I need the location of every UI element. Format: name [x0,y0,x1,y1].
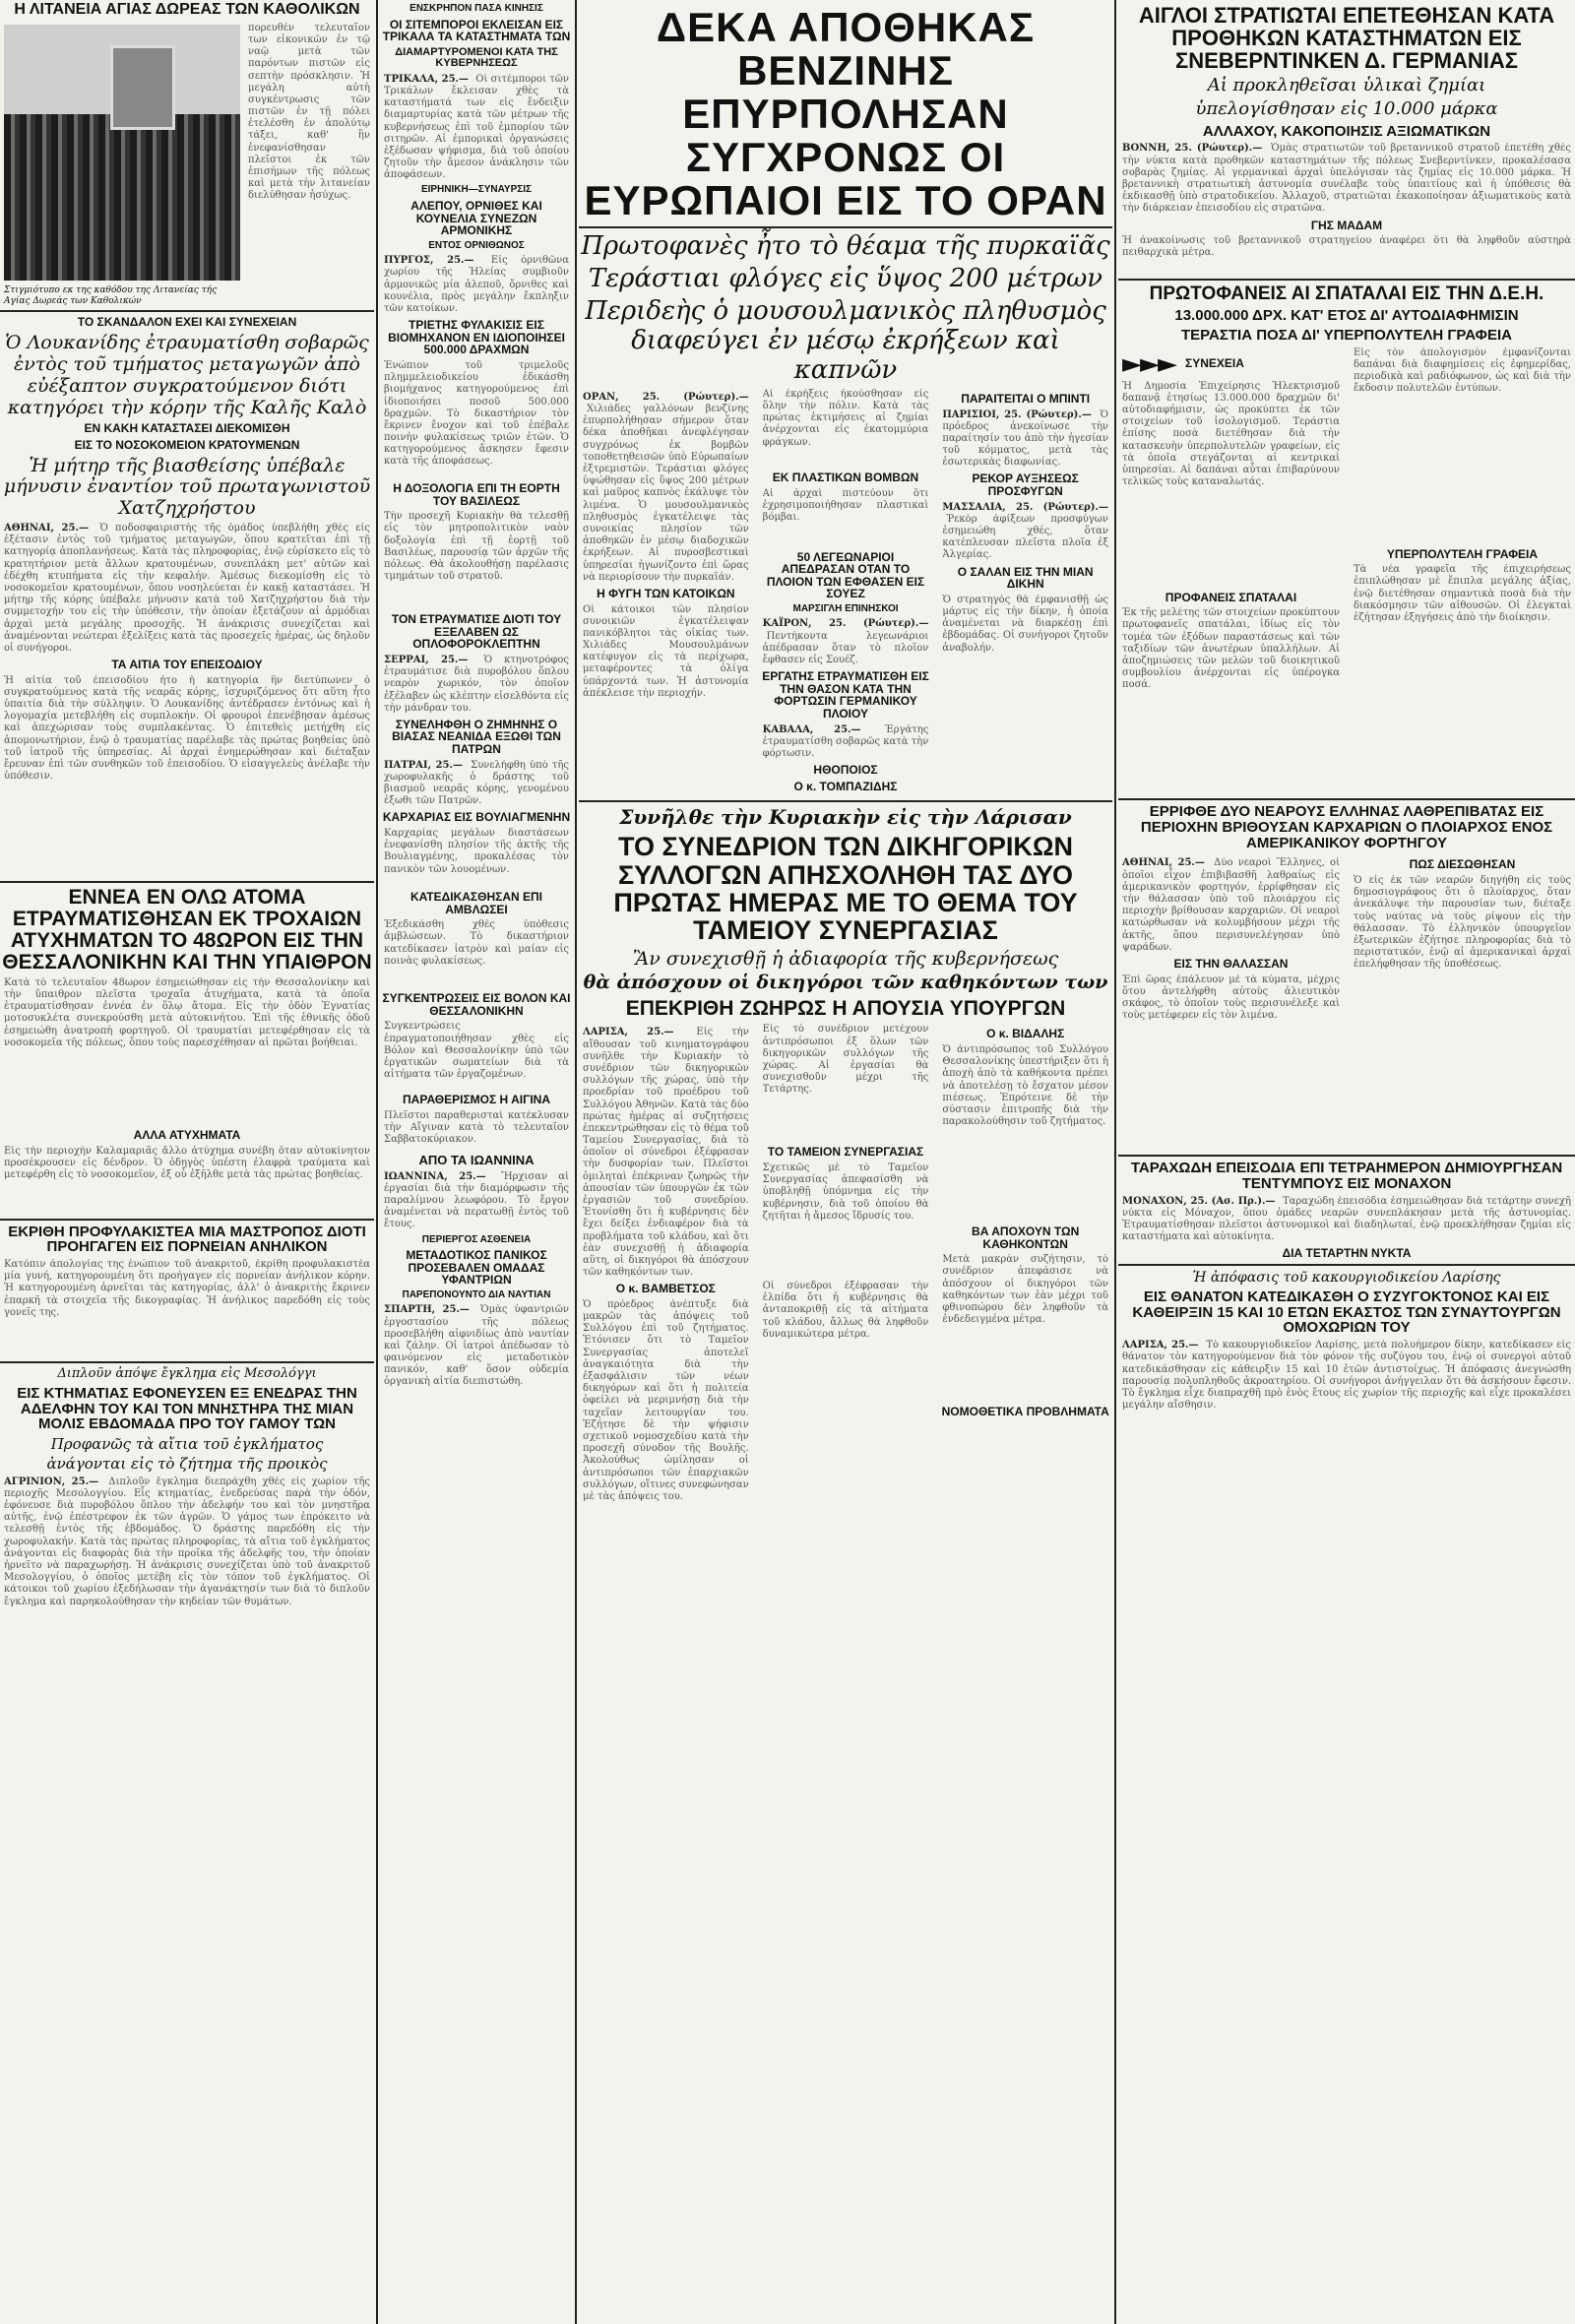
crime-kicker: Διπλοῦν ἀπόψε ἔγκλημα εἰς Μεσολόγγι [57,1366,317,1382]
main-deck-1: Πρωτοφανὲς ἦτο τὸ θέαμα τῆς πυρκαϊᾶς [581,231,1110,262]
death-label: ΗΘΟΠΟΙΟΣ [813,763,878,778]
panic-kicker: ΠΕΡΙΕΡΓΟΣ ΑΣΘΕΝΕΙΑ [421,1233,532,1245]
patras-dateline: ΠΑΤΡΑΙ, 25.— [384,759,463,771]
madam-text: Ἡ ἀνακοίνωσις τοῦ βρεταννικοῦ στρατηγείου ἀναφέρει ὅτι θὰ ληφθοῦν αὐστηρὰ πειθαρχικὰ μέτρα. [1122,235,1571,259]
ioannina-headline: ΑΠΟ ΤΑ ΙΩΑΝΝΙΝΑ [418,1152,535,1167]
fund-text: Σχετικῶς μὲ τὸ Ταμεῖον Συνεργασίας ἀπεφασίσθη νὰ ὑποβληθῇ ὑπόμνημα εἰς τὴν κυβέρνησιν, διὰ τοῦ ὁποίου θὰ ζητῆται ἡ ἄμεσος ἵδρυσίς του. [762,1162,929,1222]
arrest-text: Κατόπιν ἀπολογίας της ἐνώπιον τοῦ ἀνακριτοῦ, ἐκρίθη προφυλακιστέα μία γυνή, κατηγορουμένη ὅτι προήγαγεν εἰς πορνείαν ἀνήλικον κόρην. Ἡ κατηγορουμένη ἀρνεῖται τὰς κατηγορίας, ἀλλ' ὁ ἀνακριτὴς ἔκρινεν ἐπαρκῆ τὰ στοιχεῖα τῆς δικογραφίας. Ἡ ἀνήλικος παρεδόθη εἰς τοὺς γονεῖς της. [4,1259,370,1318]
bonn-story: ΒΟΝΝΗ, 25. (Ρώυτερ).— Ὁμὰς στρατιωτῶν τοῦ βρεταννικοῦ στρατοῦ ἐπετέθη χθὲς τὴν νύκτα κατὰ προθηκῶν καταστημάτων τῆς πόλεως Σνεβερντίνκεν, προκαλέσασα σοβαρὰς ζημίας. Αἱ γερμανικαὶ ἀρχαὶ ὑπελόγισαν τὰς ζημίας εἰς 10.000 μάρκα. Ἡ βρεταννικὴ στρατιωτικὴ ἀστυνομία συνέλαβε τοὺς ὑπαιτίους καὶ ἡ ὑπόθεσις θὰ ἐκδικασθῇ ὑπὸ στρατοδικείου. Ἀλλαχοῦ, στρατιῶται ἐκακοποίησαν ἀξιωματικοὺς κατὰ τὴν διάρκειαν ἐπεισοδίου εἰς στρατῶνα. [1122,143,1571,215]
serres-story: ΣΕΡΡΑΙ, 25.— Ὁ κτηνοτρόφος ἐτραυμάτισε διὰ πυροβόλου ὅπλου νεαρὸν χωρικόν, τὸν ὁποῖον ἐξέλαβεν ὡς κλέπτην εἰσελθόντα εἰς τὴν μάνδραν του. [384,654,569,714]
raid-headline: ΑΙΓΛΟΙ ΣΤΡΑΤΙΩΤΑΙ ΕΠΕΤΕΘΗΣΑΝ ΚΑΤΑ ΠΡΟΘΗΚΩΝ ΚΑΤΑΣΤΗΜΑΤΩΝ ΕΙΣ ΣΝΕΒΕΡΝΤΙΝΚΕΝ Δ. ΓΕΡΜΑΝΙΑΣ [1138,3,1555,74]
religious-icon [110,45,175,130]
cause-text: Ἡ αἰτία τοῦ ἐπεισοδίου ἦτο ἡ κατηγορία ἣν διετύπωνεν ὁ συγκρατούμενος κατὰ τῆς νεαρᾶς κόρης, ἰσχυριζόμενος ὅτι αὕτη ἦτο ὑπαιτία διὰ τὴν σύλληψιν. Ὁ Λουκανίδης ἀντέδρασεν ἐντόνως καὶ ἡ λογομαχία μετεβλήθη εἰς συμπλοκήν. Οἱ φρουροὶ ἐπενέβησαν ἀμέσως καὶ ἀπεχώρισαν τοὺς συμπλακέντας. Ὁ ἐπιτεθεὶς μετήχθη εἰς ἀπομονωτήριον, ἐνῷ ὁ τραυματίας παρέλαβε τὰς πρώτας βοηθείας ὑπὸ τοῦ ἰατροῦ τῆς ὑπηρεσίας. Αἱ ἀρχαὶ ἐνημερώθησαν καὶ διέταξαν ἔρευναν ἐπὶ τῶν συνθηκῶν τοῦ ἐπεισοδίου. Ὁ εἰσαγγελεὺς ἀνέλαβε τὴν ὑπόθεσιν. [4,674,370,783]
arrow-right-icon: ►►► [1122,348,1175,379]
trikala-dateline: ΤΡΙΚΑΛΑ, 25.— [384,73,470,85]
waste-label: ΠΡΟΦΑΝΕΙΣ ΣΠΑΤΑΛΑΙ [1165,590,1297,604]
dei-cont-text: Εἰς τὸν ἀπολογισμὸν ἐμφανίζονται δαπάναι διὰ διαφημίσεις εἰς ἐφημερίδας, περιοδικὰ καὶ ραδιόφωνον, ὡς καὶ διὰ τὴν ἔκδοσιν πολυτελῶν ἐντύπων. [1354,346,1571,395]
sparti-story: ΣΠΑΡΤΗ, 25.— Ὁμὰς ὑφαντριῶν ἐργοστασίου τῆς πόλεως προσεβλήθη αἰφνιδίως ἀπὸ ναυτίαν καὶ ζάλην. Οἱ ἰατροὶ ἀπέδωσαν τὸ φαινόμενον εἰς μεταδοτικὸν πανικόν, καθ' ὅσον οὐδεμία ὀργανικὴ αἰτία διεπιστώθη. [384,1304,570,1388]
cause-label: ΤΑ ΑΙΤΙΑ ΤΟΥ ΕΠΕΙΣΟΔΙΟΥ [111,658,263,672]
waste-text: Ἐκ τῆς μελέτης τῶν στοιχείων προκύπτουν πρωτοφανεῖς σπατάλαι, ἰδίως εἰς τὸν τομέα τῶν ἐξόδων παραστάσεως καὶ τῶν ταξιδίων τῶν ἀνωτέρων ὑπαλλήλων. Αἱ ἀποζημιώσεις τῶν μελῶν τοῦ διοικητικοῦ συμβουλίου ἀνέρχονται εἰς ὑπέρογκα ποσά. [1122,607,1340,691]
mother-headline: Ἡ μήτηρ τῆς βιασθείσης ὑπέβαλε μήνυσιν ἐναντίον τοῦ πρωταγωνιστοῦ Χατζηχρήστου [3,454,371,520]
volos-headline: ΣΥΓΚΕΝΤΡΩΣΕΙΣ ΕΙΣ ΒΟΛΟΝ ΚΑΙ ΘΕΣΣΑΛΟΝΙΚΗΝ [382,991,571,1018]
agrinio-story: ΑΓΡΙΝΙΟΝ, 25.— Διπλοῦν ἔγκλημα διεπράχθη χθὲς εἰς χωρίον τῆς περιοχῆς Μεσολογγίου. Εἷς κτηματίας, ἐνεδρεύσας παρὰ τὴν ὁδόν, ἐφόνευσε διὰ πυροβόλου ὅπλου τὴν ἀδελφήν του καὶ τὸν μνηστῆρα αὐτῆς, ἐνῷ ἐπέστρεφον ἐκ τῶν ἀγρῶν. Ὁ γάμος των ἐπρόκειτο νὰ τελεσθῇ ἐντὸς τῆς ἑβδομάδος. Ὁ δράστης παρεδόθη εἰς τὴν χωροφυλακήν. Κατὰ τὰς πρώτας πληροφορίας, τὰ αἴτια τοῦ ἐγκλήματος ἀνάγονται εἰς διαφορὰς διὰ τὴν προῖκα τῆς ἀδελφῆς του, τὴν ὁποίαν ἠρνεῖτο νὰ παραχωρήσῃ. Ἡ ἀνάκρισις συνεχίζεται ὑπὸ τοῦ ἀνακριτοῦ Μεσολογγίου, ὁ ὁποῖος μετέβη εἰς τὸν τόπον τοῦ ἐγκλήματος. Οἱ κάτοικοι τοῦ χωρίου ἐξεδήλωσαν τὴν ἀγανάκτησίν των διὰ τὸ διπλοῦν ἔγκλημα καὶ παρηκολούθησαν τὴν κηδείαν τῶν θυμάτων. [4,1476,370,1607]
patras-story: ΠΑΤΡΑΙ, 25.— Συνελήφθη ὑπὸ τῆς χωροφυλακῆς ὁ δράστης τοῦ βιασμοῦ νεαρᾶς κόρης, γενομένου ἐξωθι τῶν Πατρῶν. [384,759,569,807]
aegina-headline: ΠΑΡΑΘΕΡΙΣΜΟΣ Η ΑΙΓΙΝΑ [403,1093,550,1107]
vidalis-text: Ὁ ἀντιπρόσωπος τοῦ Συλλόγου Θεσσαλονίκης ὑπεστήριξεν ὅτι ἡ ἀποχὴ ἀπὸ τὰ καθήκοντα πρέπει νὰ ἀποτελέσῃ τὸ ἔσχατον μέσον πιέσεως. Ἐπρότεινε δὲ τὴν σύστασιν ἐπιτροπῆς διὰ τὴν παρακολούθησιν τοῦ ζητήματος. [942,1043,1109,1128]
main-headline: ΔΕΚΑ ΑΠΟΘΗΚΑΣ ΒΕΝΖΙΝΗΣ ΕΠΥΡΠΟΛΗΣΑΝ ΣΥΓΧΡΟΝΩΣ ΟΙ ΕΥΡΩΠΑΙΟΙ ΕΙΣ ΤΟ ΟΡΑΝ [584,4,1107,224]
pyrgos-story: ΠΥΡΓΟΣ, 25.— Εἰς ὀρνιθῶνα χωρίου τῆς Ἠλείας συμβιοῦν ἁρμονικῶς μία ἀλεποῦ, ὄρνιθες καὶ κουνέλια, πρὸς μεγάλην ἔκπληξιν τῶν κατοίκων. [384,255,569,314]
patras-headline: ΣΥΝΕΛΗΦΘΗ Ο ΖΗΜΗΝΗΣ Ο ΒΙΑΣΑΣ ΝΕΑΝΙΔΑ ΕΞΩΘΙ ΤΩΝ ΠΑΤΡΩΝ [392,717,561,757]
munich-story: ΜΟΝΑΧΟΝ, 25. (Ασ. Πρ.).— Ταραχώδη ἐπεισόδια ἐσημειώθησαν διὰ τετάρτην συνεχῆ νύκτα εἰς Μόναχον, ὅπου ὁμάδες νεαρῶν συνεπλάκησαν μετὰ τῆς ἀστυνομίας. Ἐτραυματίσθησαν πλεῖστοι ἀστυνομικοὶ καὶ διαδηλωταί, ἐνῷ προεκλήθησαν ζημίαι εἰς καταστήματα καὶ αὐτοκίνητα. [1122,1195,1571,1243]
wounded-headline: ΤΟΝ ΕΤΡΑΥΜΑΤΙΣΕ ΔΙΟΤΙ ΤΟΥ ΕΞΕΛΑΒΕΝ ΩΣ ΟΠΛΟΦΟΡΟΚΛΕΠΤΗΝ [391,612,562,652]
ambelos-text: Ἐξεδικάσθη χθὲς ὑπόθεσις ἀμβλώσεων. Τὸ δικαστήριον κατεδίκασεν ἰατρὸν καὶ μαίαν εἰς ποινὰς φυλακίσεως. [384,919,569,967]
main-deck-2: Τεράστιαι φλόγες εἰς ὕψος 200 μέτρων [588,264,1103,294]
continued-label: ΣΥΝΕΧΕΙΑ [1185,356,1244,371]
record-label: ΡΕΚΟΡ ΑΥΞΗΣΕΩΣ ΠΡΟΣΦΥΓΩΝ [972,471,1079,499]
night-label: ΔΙΑ ΤΕΤΑΡΤΗΝ ΝΥΚΤΑ [1282,1246,1412,1261]
munich-dateline: ΜΟΝΑΧΟΝ, 25. (Ασ. Πρ.).— [1122,1195,1276,1207]
column-2 [380,0,573,2324]
raid-sub: ΑΛΛΑΧΟΥ, ΚΑΚΟΠΟΙΗΣΙΣ ΑΞΙΩΜΑΤΙΚΩΝ [1202,122,1491,140]
scandal-kicker: ΤΟ ΣΚΑΝΔΑΛΟΝ ΕΧΕΙ ΚΑΙ ΣΥΝΕΧΕΙΑΝ [77,315,297,330]
vambetsos-label: Ο κ. ΒΑΜΒΕΤΣΟΣ [615,1282,716,1296]
shark-text: Καρχαρίας μεγάλων διαστάσεων ἐνεφανίσθη πλησίον τῆς ἀκτῆς τῆς Βουλιαγμένης, προκαλέσας τὸν πανικὸν τῶν λουομένων. [384,828,569,875]
oran-story: ΟΡΑΝ, 25. (Ρώυτερ).— Χιλιάδες γαλλόνων βενζίνης ἐπυρπολήθησαν σήμερον ὅταν δέκα ἀποθῆκαι ἀνεφλέγησαν συγχρόνως ἐκ βομβῶν τοποθετηθεισῶν ὑπὸ Εὐρωπαίων ἐξτρεμιστῶν. Τεράστιαι φλόγες ὑψώθησαν εἰς ὕψος 200 μέτρων καὶ μαῦρος καπνὸς ἐκάλυψε τὸν λιμένα. Ὁ μουσουλμανικὸς πληθυσμὸς ἐγκατέλειψε τὰς συνοικίας πλησίον τῶν ἀποθηκῶν ἐν μέσῳ διαδοχικῶν ἐκρήξεων. Αἱ πυροσβεστικαὶ ὑπηρεσίαι ἠγωνίζοντο ἐπὶ ὥρας νὰ περιορίσουν τὴν πυρκαϊάν. [583,391,749,583]
fish-headline: ΕΡΡΙΦΘΕ ΔΥΟ ΝΕΑΡΟΥΣ ΕΛΛΗΝΑΣ ΛΑΘΡΕΠΙΒΑΤΑΣ ΕΙΣ ΠΕΡΙΟΧΗΝ ΒΡΙΘΟΥΣΑΝ ΚΑΡΧΑΡΙΩΝ Ο ΠΛΟΙΑΡΧΟΣ ΕΝΟΣ ΑΜΕΡΙΚΑΝΙΚΟΥ ΦΟΡΤΗΓΟΥ [1140,803,1553,851]
sparti-dateline: ΣΠΑΡΤΗ, 25.— [384,1304,470,1316]
marseille-story: ΜΑΣΣΑΛΙΑ, 25. (Ρώυτερ).— Ῥεκὸρ ἀφίξεων προσφύγων ἐσημειώθη χθές, ὅταν κατέπλευσαν πλεῖστα πλοῖα ἐξ Ἀλγερίας. [942,501,1109,561]
congress-cont-text: Εἰς τὸ συνέδριον μετέχουν ἀντιπρόσωποι ἐξ ὅλων τῶν δικηγορικῶν συλλόγων τῆς χώρας. Αἱ ἐργασίαι θὰ συνεχισθοῦν μέχρι τῆς Τετάρτης. [762,1024,929,1096]
flight-label: Η ΦΥΓΗ ΤΩΝ ΚΑΤΟΙΚΩΝ [597,586,735,600]
kavala-story: ΚΑΒΑΛΑ, 25.— Ἐργάτης ἐτραυματίσθη σοβαρῶς κατὰ τὴν φόρτωσιν. [762,723,929,759]
bonn-dateline: ΒΟΝΝΗ, 25. (Ρώυτερ).— [1122,143,1263,155]
dei-sub-1: 13.000.000 ΔΡΧ. ΚΑΤ' ΕΤΟΣ ΔΙ' ΑΥΤΟΔΙΑΦΗΜΙΣΙΝ [1174,307,1519,325]
court-dateline: ΛΑΡΙΣΑ, 25.— [1122,1340,1199,1351]
paris-story: ΠΑΡΙΣΙΟΙ, 25. (Ρώυτερ).— Ὁ πρόεδρος ἀνεκοίνωσε τὴν παραίτησίν του ἀπὸ τὴν ἡγεσίαν τοῦ κόμματος, μετὰ τὰς ἐσωτερικὰς διαφωνίας. [942,408,1109,469]
volos-text: Συγκεντρώσεις ἐπραγματοποιήθησαν χθὲς εἰς Βόλον καὶ Θεσσαλονίκην ὑπὸ τῶν ἐργατικῶν σωματείων διὰ τὰ αἰτήματα τῶν ἐργαζομένων. [384,1021,569,1081]
panic-sub: ΠΑΡΕΠΟΝΟΥΝΤΟ ΔΙΑ ΝΑΥΤΙΑΝ [402,1288,551,1300]
litany-photo [4,25,240,281]
fish-story: ΑΘΗΝΑΙ, 25.— Δύο νεαροὶ Ἕλληνες, οἱ ὁποῖοι εἶχον ἐπιβιβασθῆ λαθραίως εἰς ἀμερικανικὸν φορτηγόν, ἐρρίφθησαν εἰς τὴν θάλασσαν ὑπὸ τοῦ πλοιάρχου εἰς περιοχὴν βρίθουσαν καρχαριῶν. Οἱ νεαροὶ κατώρθωσαν νὰ κολυμβήσουν μέχρι τῆς ἀκτῆς, ὅπου περισυνελέγησαν ὑπὸ ψαράδων. [1122,857,1341,953]
paris-dateline: ΠΑΡΙΣΙΟΙ, 25. (Ρώυτερ).— [942,408,1092,420]
trikala-story: ΤΡΙΚΑΛΑ, 25.— Οἱ σιτέμποροι τῶν Τρικάλων ἔκλεισαν χθὲς τὰ καταστήματά των εἰς ἔνδειξιν διαμαρτυρίας κατὰ τῶν μέτρων τῆς κυβερνήσεως ἐπὶ τοῦ ἐμπορίου τῶν σιτηρῶν. Αἱ ἐμπορικαὶ ὀργανώσεις ἐξέδωσαν ψήφισμα, διὰ τοῦ ὁποίου ζητοῦν τὴν ἄμεσον ἀνάκλησιν τῶν ἀποφάσεων. [384,73,569,181]
scandal-headline: Ὁ Λουκανίδης ἐτραυματίσθη σοβαρῶς ἐντὸς τοῦ τμήματος μεταγωγῶν ἀπὸ εὐέξαπτον συγκρατούμενον διότι κατηγόρει τὴν κόρην τῆς Καλῆς Καλὸ [5,331,369,418]
larissa-kicker: Συνῆλθε τὴν Κυριακὴν εἰς τὴν Λάρισαν [619,805,1072,830]
munich-headline: ΤΑΡΑΧΩΔΗ ΕΠΕΙΣΟΔΙΑ ΕΠΙ ΤΕΤΡΑΗΜΕΡΟΝ ΔΗΜΙΟΥΡΓΗΣΑΝ ΤΕΝΤΥΜΠΟΥΣ ΕΙΣ ΜΟΝΑΧΟΝ [1130,1160,1563,1192]
feast-text: Τὴν προσεχῆ Κυριακὴν θὰ τελεσθῇ εἰς τὸν μητροπολιτικὸν ναὸν δοξολογία ἐπὶ τῇ ἑορτῇ τοῦ Βασιλέως, παρουσίᾳ τῶν ἀρχῶν τῆς πόλεως. Θὰ ἀκολουθήσῃ παρέλασις τμημάτων τοῦ στρατοῦ. [384,511,569,583]
pasa-label: ΕΝΣΚΡΗΠΟΝ ΠΑΣΑ ΚΙΝΗΣΙΣ [410,3,543,14]
vidalis-label: Ο κ. ΒΙΔΑΛΗΣ [986,1027,1065,1041]
cairo-story: ΚΑΪΡΟΝ, 25. (Ρώυτερ).— Πεντήκοντα λεγεωνάριοι ἀπέδρασαν ὅταν τὸ πλοῖον ἔφθασεν εἰς Σουέζ. [762,618,929,665]
dei-text: Ἡ Δημοσία Ἐπιχείρησις Ἠλεκτρισμοῦ δαπανᾷ ἐτησίως 13.000.000 δραχμῶν δι' αὐτοδιαφήμισιν, ὡς προκύπτει ἐκ τῶν στοιχείων τοῦ ἰσολογισμοῦ. Τεράστια ἐπίσης ποσὰ διετέθησαν διὰ τὴν κατασκευὴν ὑπερπολυτελῶν γραφείων, εἰς τὰ ὁποῖα στεγάζονται αἱ κεντρικαὶ ὑπηρεσίαι. Αἱ δαπάναι αὗται ἐπιβαρύνουν τελικῶς τοὺς καταναλωτάς. [1122,380,1340,488]
abstain-text: Μετὰ μακρὰν συζήτησιν, τὸ συνέδριον ἀπεφάσισε νὰ ἀπόσχουν οἱ δικηγόροι τῶν καθηκόντων των ἐὰν μέχρι τοῦ φθινοπώρου δὲν ληφθοῦν τὰ ἐνδεδειγμένα μέτρα. [942,1254,1109,1326]
other-accidents-label: ΑΛΛΑ ΑΤΥΧΗΜΑΤΑ [133,1127,241,1142]
oran-dateline: ΟΡΑΝ, 25. (Ρώυτερ).— [583,391,749,403]
trikala-headline: ΟΙ ΣΙΤΕΜΠΟΡΟΙ ΕΚΛΕΙΣΑΝ ΕΙΣ ΤΡΙΚΑΛΑ ΤΑ ΚΑΤΑΣΤΗΜΑΤΑ ΤΩΝ [382,17,571,44]
theft-headline: ΤΡΙΕΤΗΣ ΦΥΛΑΚΙΣΙΣ ΕΙΣ ΒΙΟΜΗΧΑΝΟΝ ΕΝ ΙΔΙΟΠΟΙΗΣΕΙ 500.000 ΔΡΑΧΜΩΝ [388,318,565,357]
sea-text: Ἐπὶ ὥρας ἐπάλευον μὲ τὰ κύματα, μέχρις ὅτου ἀντελήφθη αὐτοὺς ἁλιευτικὸν σκάφος, τὸ ὁποῖον τοὺς περισυνέλεξε καὶ τοὺς μετέφερεν εἰς τὸν λιμένα. [1122,974,1340,1022]
other-accidents-text: Εἰς τὴν περιοχὴν Καλαμαριᾶς ἄλλο ἀτύχημα συνέβη ὅταν αὐτοκίνητον προσέκρουσεν εἰς δένδρον. Ὁ ὁδηγὸς ὑπέστη ἐλαφρὰ τραύματα καὶ μετεφέρθη εἰς τὸ νοσοκομεῖον, ἐξ οὗ ἐξῆλθε μετὰ τὰς πρώτας βοηθείας. [4,1145,370,1180]
ioannina-story: ΙΩΑΝΝΙΝΑ, 25.— Ἤρχισαν αἱ ἐργασίαι διὰ τὴν διαμόρφωσιν τῆς παραλίμνου λεωφόρου. Τὸ ἔργον ἀναμένεται νὰ περατωθῇ ἐντὸς τοῦ ἔτους. [384,1170,569,1230]
legion-headline: 50 ΛΕΓΕΩΝΑΡΙΟΙ ΑΠΕΔΡΑΣΑΝ ΟΤΑΝ ΤΟ ΠΛΟΙΟΝ ΤΩΝ ΕΦΘΑΣΕΝ ΕΙΣ ΣΟΥΕΖ [766,549,925,601]
death-name: Ο κ. ΤΟΜΠΑΖΙΔΗΣ [793,779,898,793]
cairo-dateline: ΚΑΪΡΟΝ, 25. (Ρώυτερ).— [762,618,929,630]
kavala-dateline: ΚΑΒΑΛΑ, 25.— [762,723,861,735]
legion-sub: ΜΑΡΣΙΓΛΗ ΕΠΙΝΗΣΚΟΙ [792,602,899,614]
athens-story: ΑΘΗΝΑΙ, 25.— Ὁ ποδοσφαιριστὴς τῆς ὁμάδος ὑπεβλήθη χθὲς εἰς ἐξέτασιν ἐντὸς τοῦ τμήματος μεταγωγῶν, ὅπου κρατεῖται ἐπὶ τῇ κατηγορίᾳ ἀποπλανήσεως. Κατὰ τὰς πληροφορίας, ἐνῷ εὑρίσκετο εἰς τὸ κρατητήριον μετὰ ἄλλων κρατουμένων, συνεπλάκη μετ' αὐτῶν καὶ ἐδέχθη κτυπήματα εἰς τὴν κεφαλήν. Ἀμέσως διεκομίσθη εἰς τὸ νοσοκομεῖον κρατουμένων, ὅπου νοσηλεύεται ἐν κακῇ καταστάσει. Ἡ μήτηρ τῆς κόρης ὑπέβαλε μήνυσιν κατὰ τοῦ Χατζηχρήστου διὰ τὴν συμμετοχήν του εἰς τὴν ὑπόθεσιν, τὴν ὁποίαν ἐξετάζουν αἱ ἀρμόδιαι ἀρχαὶ μετὰ μεγάλης προσοχῆς. Ἡ ἀνάκρισις συνεχίζεται καὶ ἀναμένονται νεώτεραι ἐξελίξεις κατὰ τὰς προσεχεῖς ἡμέρας, ὡς δηλοῦν οἱ συνήγοροι. [4,523,370,654]
sea-label: ΕΙΣ ΤΗΝ ΘΑΛΑΣΣΑΝ [1173,956,1289,971]
legal-label: ΝΟΜΟΘΕΤΙΚΑ ΠΡΟΒΛΗΜΑΤΑ [941,1405,1109,1419]
vambetsos-text: Ὁ πρόεδρος ἀνέπτυξε διὰ μακρῶν τὰς ἀπόψεις τοῦ Συλλόγου ἐπὶ τοῦ ζητήματος. Ἐτόνισεν ὅτι τὸ Ταμεῖον Συνεργασίας ἀποτελεῖ ἀναγκαιότητα διὰ τὴν ἐξασφάλισιν τῶν νέων δικηγόρων καὶ ὅτι ἡ πολιτεία ὀφείλει νὰ μεριμνήσῃ διὰ τὴν ταχεῖαν λειτουργίαν του. Ἐζήτησε δὲ τὴν ψήφισιν σχετικοῦ νομοσχεδίου κατὰ τὴν προσεχῆ σύνοδον τῆς Βουλῆς. Ἀκολούθως ὡμίλησαν οἱ ἀντιπρόσωποι τῶν ἐπαρχιακῶν συλλόγων, οἵτινες συνεφώνησαν μὲ τὰς ἀπόψεις του. [583,1298,749,1502]
fox-headline: ΑΛΕΠΟΥ, ΟΡΝΙΘΕΣ ΚΑΙ ΚΟΥΝΕΛΙΑ ΣΥΝΕΖΩΝ ΑΡΜΟΝΙΚΗΣ [410,198,542,238]
congress-deck-1: Ἂν συνεχισθῇ ἡ ἀδιαφορία τῆς κυβερνήσεως [632,947,1059,970]
accidents-headline: ΕΝΝΕΑ ΕΝ ΟΛΩ ΑΤΟΜΑ ΕΤΡΑΥΜΑΤΙΣΘΗΣΑΝ ΕΚ ΤΡΟΧΑΙΩΝ ΑΤΥΧΗΜΑΤΩΝ ΤΟ 48ΩΡΟΝ ΕΙΣ ΤΗΝ ΘΕΣΣΑΛΟΝΙΚΗΝ ΚΑΙ ΤΗΝ ΥΠΑΙΘΡΟΝ [2,885,372,974]
mbidi-label: ΠΑΡΑΙΤΕΙΤΑΙ Ο ΜΠΙΝΤΙ [961,391,1091,406]
escape-label: ΠΩΣ ΔΙΕΣΩΘΗΣΑΝ [1409,857,1516,872]
congress-deck-2: θὰ ἀπόσχουν οἱ δικηγόροι τῶν καθηκόντων των [583,972,1108,994]
madam-label: ΓΗΣ ΜΑΔΑΜ [1310,218,1383,232]
court-headline: ΕΙΣ ΘΑΝΑΤΟΝ ΚΑΤΕΔΙΚΑΣΘΗ Ο ΣΥΖΥΓΟΚΤΟΝΟΣ ΚΑΙ ΕΙΣ ΚΑΘΕΙΡΞΙΝ 15 ΚΑΙ 10 ΕΤΩΝ ΕΚΑΣΤΟΣ ΤΩΝ ΣΥΝΑΥΤΟΥΡΓΩΝ ΟΜΟΧΩΡΙΩΝ ΤΟΥ [1132,1288,1561,1337]
fish-dateline: ΑΘΗΝΑΙ, 25.— [1122,857,1205,869]
agrinio-dateline: ΑΓΡΙΝΙΟΝ, 25.— [4,1476,99,1487]
salan-label: Ο ΣΑΛΑΝ ΕΙΣ ΤΗΝ ΜΙΑΝ ΔΙΚΗΝ [957,564,1094,592]
fund-cont-text: Οἱ σύνεδροι ἐξέφρασαν τὴν ἐλπίδα ὅτι ἡ κυβέρνησις θὰ ἀνταποκριθῇ εἰς τὰ αἰτήματα τοῦ κλάδου, ἄλλως θὰ ληφθοῦν δυναμικώτερα μέτρα. [762,1280,929,1340]
main-deck-3: Περιδεὴς ὁ μουσουλμανικὸς πληθυσμὸς διαφεύγει ἐν μέσῳ ἐκρήξεων καὶ καπνῶν [585,296,1106,386]
fund-label: ΤΟ ΤΑΜΕΙΟΝ ΣΥΝΕΡΓΑΣΙΑΣ [767,1145,924,1160]
litany-headline: Η ΛΙΤΑΝΕΙΑ ΑΓΙΑΣ ΔΩΡΕΑΣ ΤΩΝ ΚΑΘΟΛΙΚΩΝ [14,1,360,18]
flight-text: Οἱ κάτοικοι τῶν πλησίον συνοικιῶν ἐγκατέλειψαν πανικόβλητοι τὰς οἰκίας των. Χιλιάδες Μουσουλμάνων κατέφυγον εἰς τὰ περίχωρα, μεταφέροντες τὰ ὀλίγα ὑπάρχοντά των. Ἡ ἀστυνομία ἀπέκλεισε τὴν περιοχήν. [583,603,749,699]
shark-headline: ΚΑΡΧΑΡΙΑΣ ΕΙΣ ΒΟΥΛΙΑΓΜΕΝΗΝ [382,810,571,825]
aegina-text: Πλεῖστοι παραθερισταὶ κατέκλυσαν τὴν Αἴγιναν κατὰ τὸ τελευταῖον Σαββατοκύριακον. [384,1109,569,1146]
larissa-story: ΛΑΡΙΣΑ, 25.— Εἰς τὴν αἴθουσαν τοῦ κινηματογράφου συνῆλθε τὴν Κυριακὴν τὸ συνέδριον τῶν δικηγορικῶν συλλόγων τῆς χώρας, ὑπὸ τὴν προεδρίαν τοῦ προέδρου τοῦ Συλλόγου Ἀθηνῶν. Κατὰ τὰς δύο πρώτας ἡμέρας αἱ συζητήσεις ἐπεκεντρώθησαν εἰς τὸ θέμα τοῦ Ταμείου Συνεργασίας, διὰ τὸ ὁποῖον οἱ σύνεδροι ἐξέφρασαν τὴν δυσφορίαν των. Πλεῖστοι ὁμιληταὶ ἐπέκριναν ζωηρῶς τὴν ἀπουσίαν τῶν ὑπουργῶν ἐκ τῶν ἐργασιῶν τοῦ συνεδρίου. Ἐτονίσθη ὅτι ἡ κυβέρνησις δὲν ἔχει δείξει ἐνδιαφέρον διὰ τὰ προβλήματα τοῦ κλάδου, καὶ ὅτι ἐὰν συνεχισθῇ ἡ ἀδιαφορία αὕτη, οἱ δικηγόροι θὰ ἀπόσχουν τῶν καθηκόντων των. [583,1027,749,1279]
arrest-headline: ΕΚΡΙΘΗ ΠΡΟΦΥΛΑΚΙΣΤΕΑ ΜΙΑ ΜΑΣΤΡΟΠΟΣ ΔΙΟΤΙ ΠΡΟΗΓΑΓΕΝ ΕΙΣ ΠΟΡΝΕΙΑΝ ΑΝΗΛΙΚΟΝ [8,1223,366,1256]
scandal-sub1: ΕΝ ΚΑΚΗ ΚΑΤΑΣΤΑΣΕΙ ΔΙΕΚΟΜΙΣΘΗ [84,421,290,436]
larissa-dateline: ΛΑΡΙΣΑ, 25.— [583,1027,674,1038]
column-4 [1118,0,1575,2324]
crime-headline: ΕΙΣ ΚΤΗΜΑΤΙΑΣ ΕΦΟΝΕΥΣΕΝ ΕΞ ΕΝΕΔΡΑΣ ΤΗΝ ΑΔΕΛΦΗΝ ΤΟΥ ΚΑΙ ΤΟΝ ΜΝΗΣΤΗΡΑ ΤΗΣ ΜΙΑΝ ΜΟΛΙΣ ΕΒΔΟΜΑΔΑ ΠΡΟ ΤΟΥ ΓΑΜΟΥ ΤΩΝ [17,1384,357,1433]
accidents-text: Κατὰ τὸ τελευταῖον 48ωρον ἐσημειώθησαν εἰς τὴν Θεσσαλονίκην καὶ τὴν ὕπαιθρον πλεῖστα τροχαῖα ἀτυχήματα, κατὰ τὰ ὁποῖα ἐτραυματίσθησαν ἐννέα ἐν ὅλῳ ἄτομα. Εἰς τὴν ὁδὸν Ἐγνατίας μοτοσυκλέτα συνεκρούσθη μετὰ αὐτοκινήτου. Ἐπὶ τῆς ἐθνικῆς ὁδοῦ ἐσημειώθη ἀνατροπὴ φορτηγοῦ. Οἱ τραυματίαι μετεφέρθησαν εἰς τὰ νοσοκομεῖα τῆς πόλεως, ὅπου τοὺς παρεσχέθησαν αἱ πρῶται βοήθειαι. [4,976,370,1048]
litany-caption: Στιγμιότυπο εκ της καθόδου της Λιτανείας τής Αγίας Δωρεάς των Καθολικών [4,284,218,306]
theft-text: Ἐνώπιον τοῦ τριμελοῦς πλημμελειοδικείου ἐδικάσθη βιομήχανος κατηγορούμενος ἐπὶ ἰδιοποιήσει ποσοῦ 500.000 δραχμῶν. Τὸ δικαστήριον τὸν ἔκρινεν ἔνοχον καὶ τοῦ ἐπέβαλε ποινὴν φυλακίσεως τριῶν ἐτῶν. Ὁ κατηγορούμενος ἄσκησεν ἔφεσιν κατὰ τῆς ἀποφάσεως. [384,359,569,468]
column-1 [0,0,374,2324]
plastic-label: ΕΚ ΠΛΑΣΤΙΚΩΝ ΒΟΜΒΩΝ [772,470,919,484]
abstain-label: ΒΑ ΑΠΟΧΟΥΝ ΤΩΝ ΚΑΘΗΚΟΝΤΩΝ [972,1224,1080,1251]
oran-cont-text: Αἱ ἐκρήξεις ἠκούσθησαν εἰς ὅλην τὴν πόλιν. Κατὰ τὰς πρώτας ἐκτιμήσεις αἱ ζημίαι ἀνέρχονται εἰς ἑκατομμύρια φράγκων. [762,388,929,448]
congress-headline: ΤΟ ΣΥΝΕΔΡΙΟΝ ΤΩΝ ΔΙΚΗΓΟΡΙΚΩΝ ΣΥΛΛΟΓΩΝ ΑΠΗΣΧΟΛΗΘΗ ΤΑΣ ΔΥΟ ΠΡΩΤΑΣ ΗΜΕΡΑΣ ΜΕ ΤΟ ΘΕΜΑ ΤΟΥ ΤΑΜΕΙΟΥ ΣΥΝΕΡΓΑΣΙΑΣ [613,832,1078,946]
pyrgos-dateline: ΠΥΡΓΟΣ, 25.— [384,255,474,267]
dei-sub-2: ΤΕΡΑΣΤΙΑ ΠΟΣΑ ΔΙ' ΥΠΕΡΠΟΛΥΤΕΛΗ ΓΡΑΦΕΙΑ [1181,326,1512,344]
raid-deck-2: ὑπελογίσθησαν εἰς 10.000 μάρκα [1195,97,1498,119]
escape-text: Ὁ εἷς ἐκ τῶν νεαρῶν διηγήθη εἰς τοὺς δημοσιογράφους ὅτι ὁ πλοίαρχος, ὅταν ἀνεκάλυψε τὴν παρουσίαν των, διέταξε τοὺς ναύτας νὰ τοὺς ρίψουν εἰς τὴν θάλασσαν. Τὸ ἑλληνικὸν ὑπουργεῖον ἐξωτερικῶν ἐζήτησε πληροφορίας διὰ τὸ περιστατικόν, ἐνῷ αἱ ἀμερικανικαὶ ἀρχαὶ ἐπελήφθησαν τῆς ὑποθέσεως. [1354,875,1571,971]
court-story: ΛΑΡΙΣΑ, 25.— Τὸ κακουργιοδικεῖον Λαρίσης, μετὰ πολυήμερον δίκην, κατεδίκασεν εἰς θάνατον τὸν κατηγορούμενον διὰ τὸν φόνον τῆς συζύγου του, ἐνῷ οἱ συνεργοὶ αὐτοῦ κατεδικάσθησαν εἰς κάθειρξιν 15 καὶ 10 ἐτῶν ἀντιστοίχως. Ἡ ἀπόφασις ἀνεγνώσθη παρουσίᾳ πολυπληθοῦς ἀκροατηρίου. Οἱ συνήγοροι ἀνήγγειλαν ὅτι θὰ ἀσκήσουν ἔφεσιν. Τὸ ἔγκλημα εἶχε διαπραχθῆ πρὸ ἑνὸς ἔτους εἰς χωρίον τῆς περιοχῆς καὶ εἶχε προκαλέσει μεγάλην αἴσθησιν. [1122,1340,1571,1412]
ambelos-headline: ΚΑΤΕΔΙΚΑΣΘΗΣΑΝ ΕΠΙ ΑΜΒΛΩΣΕΙ [410,890,543,916]
panic-headline: ΜΕΤΑΔΟΤΙΚΟΣ ΠΑΝΙΚΟΣ ΠΡΟΣΕΒΑΛΕΝ ΟΜΑΔΑΣ ΥΦΑΝΤΡΙΩΝ [406,1248,547,1288]
fox-sub: ΕΝΤΟΣ ΟΡΝΙΘΩΝΟΣ [428,239,525,251]
litany-side-text: πορευθέν τελευταῖον των εἰκονικῶν ἐν τῷ ναῷ μετὰ τῶν παρόντων πιστῶν εἰς σεπτὴν πρόσκλησιν. Ἡ μεγάλη αὐτὴ συγκέντρωσις τῶν πιστῶν ἐν τῇ πόλει ἐτελέσθη ἐν ἀπολύτῳ τάξει, καθ' ἣν ἐνεφανίσθησαν πλεῖστοι ἐκ τῶν ἐπισήμων τῆς πόλεως καὶ μετὰ τὴν λιτανείαν διελύθησαν ἡσύχως. [248,22,370,202]
trikala-sub: ΔΙΑΜΑΡΤΥΡΟΜΕΝΟΙ ΚΑΤΑ ΤΗΣ ΚΥΒΕΡΝΗΣΕΩΣ [395,45,558,70]
serres-dateline: ΣΕΡΡΑΙ, 25.— [384,654,469,665]
court-kicker: Ἡ ἀπόφασις τοῦ κακουργιοδικείου Λαρίσης [1192,1269,1501,1286]
office-text: Τὰ νέα γραφεῖα τῆς ἐπιχειρήσεως ἐπιπλώθησαν μὲ ἔπιπλα μεγάλης ἀξίας, ἐνῷ διετέθησαν σημαντικὰ ποσὰ διὰ τὴν διακόσμησιν τῶν αἰθουσῶν. Οἱ ἐλεγκταὶ ἐζήτησαν ἐξηγήσεις ἀπὸ τὴν διοίκησιν. [1354,564,1571,623]
dei-headline: ΠΡΩΤΟΦΑΝΕΙΣ ΑΙ ΣΠΑΤΑΛΑΙ ΕΙΣ ΤΗΝ Δ.Ε.Η. [1149,283,1544,305]
column-3 [579,0,1112,2324]
raid-deck-1: Αἱ προκληθεῖσαι ὑλικαὶ ζημίαι [1207,75,1486,96]
congress-sub: ΕΠΕΚΡΙΘΗ ΖΩΗΡΩΣ Η ΑΠΟΥΣΙΑ ΥΠΟΥΡΓΩΝ [625,997,1066,1021]
peace-label: ΕΙΡΗΝΙΚΗ—ΣΥΝΑΥΡΣΙΣ [420,184,533,196]
plastic-text: Αἱ ἀρχαὶ πιστεύουν ὅτι ἐχρησιμοποιήθησαν πλαστικαὶ βόμβαι. [762,487,929,523]
feast-headline: Η ΔΟΞΟΛΟΓΙΑ ΕΠΙ ΤΗ ΕΟΡΤΗ ΤΟΥ ΒΑΣΙΛΕΩΣ [393,480,560,508]
scandal-sub2: ΕΙΣ ΤΟ ΝΟΣΟΚΟΜΕΙΟΝ ΚΡΑΤΟΥΜΕΝΩΝ [74,437,300,452]
worker-headline: ΕΡΓΑΤΗΣ ΕΤΡΑΥΜΑΤΙΣΘΗ ΕΙΣ ΤΗΝ ΘΑΣΟΝ ΚΑΤΑ ΤΗΝ ΦΟΡΤΩΣΙΝ ΓΕΡΜΑΝΙΚΟΥ ΠΛΟΙΟΥ [762,669,929,721]
ioannina-dateline: ΙΩΑΝΝΙΝΑ, 25.— [384,1170,486,1182]
crime-sub1: Προφανῶς τὰ αἴτια τοῦ ἐγκλήματος [50,1435,324,1454]
office-label: ΥΠΕΡΠΟΛΥΤΕΛΗ ΓΡΑΦΕΙΑ [1386,546,1539,561]
crime-sub2: ἀνάγονται εἰς τὸ ζήτημα τῆς προικὸς [46,1455,328,1474]
salan-text: Ὁ στρατηγὸς θὰ ἐμφανισθῇ ὡς μάρτυς εἰς τὴν δίκην, ἡ ὁποία ἀναμένεται νὰ διαρκέσῃ ἐπὶ ἑβδομάδας. Οἱ συνήγοροι ζητοῦν ἀναβολήν. [942,594,1109,654]
marseille-dateline: ΜΑΣΣΑΛΙΑ, 25. (Ρώυτερ).— [942,501,1109,513]
athens-dateline: ΑΘΗΝΑΙ, 25.— [4,523,89,534]
